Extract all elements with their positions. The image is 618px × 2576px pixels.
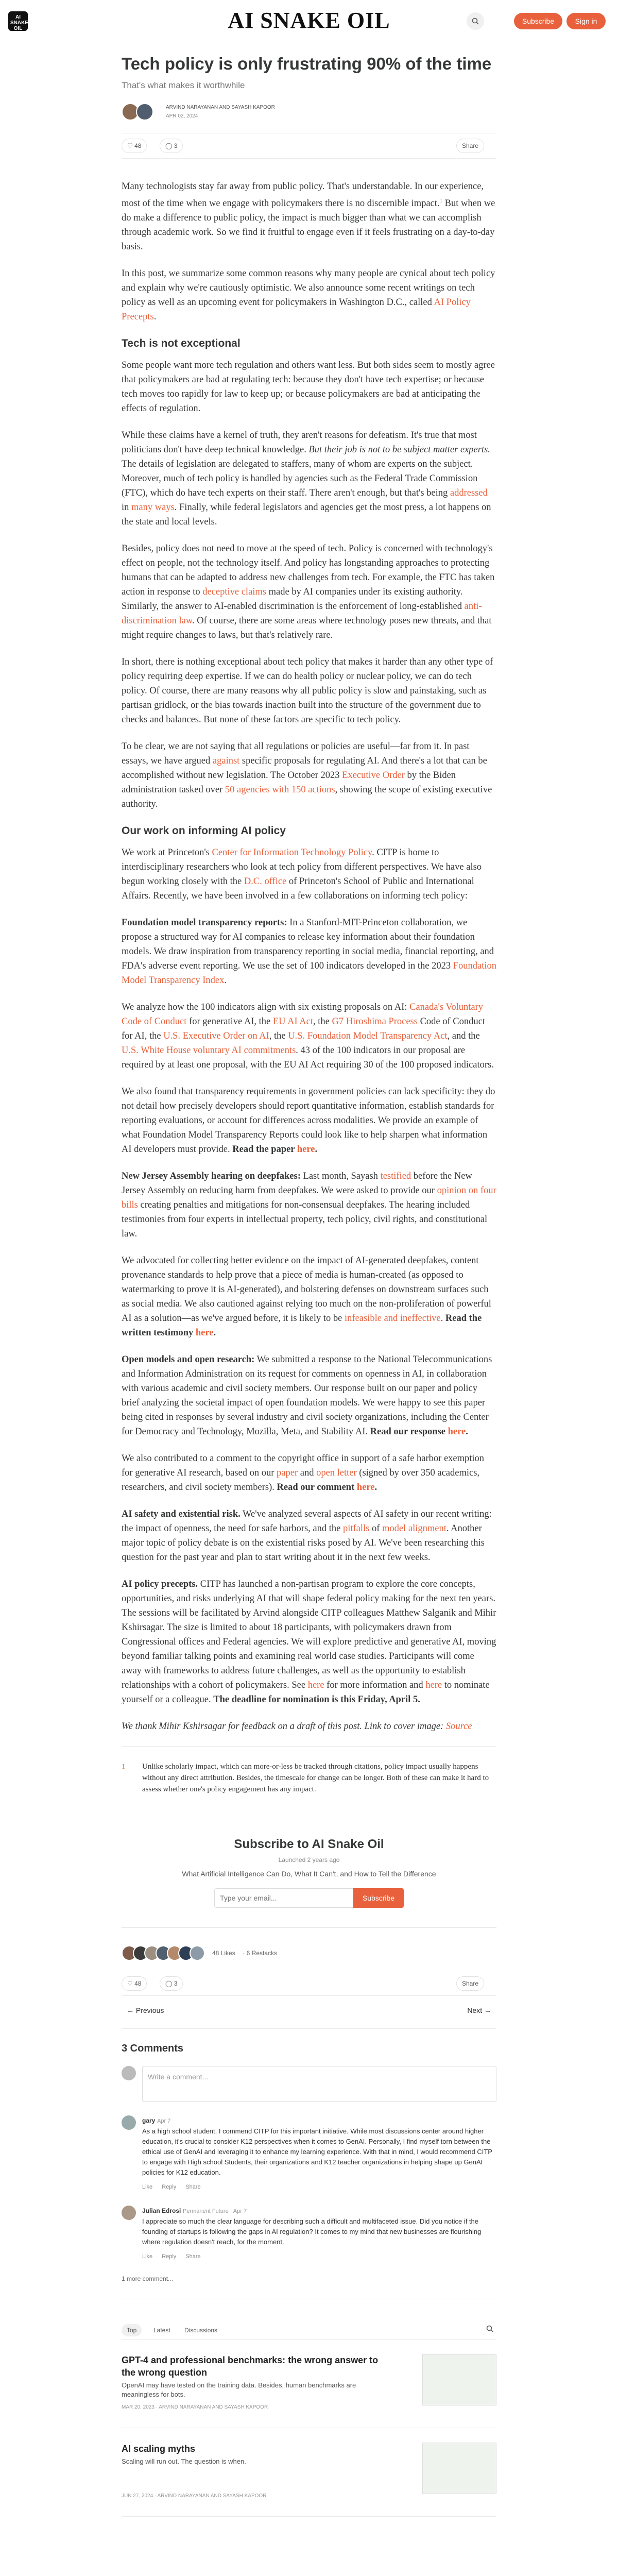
link-against[interactable]: against	[212, 756, 240, 767]
comment-date[interactable]: Permanent Future · Apr 7	[182, 2208, 247, 2215]
link-testimony-here[interactable]: here	[195, 1328, 214, 1338]
post-date: APR 02, 2024	[166, 113, 198, 119]
comment-like-button[interactable]: Like	[142, 2253, 153, 2260]
link-fm-transparency-act[interactable]: U.S. Foundation Model Transparency Act	[288, 1031, 448, 1042]
comment-share-button[interactable]: Share	[185, 2184, 201, 2191]
share-button[interactable]: Share	[456, 139, 484, 153]
link-infeasible[interactable]: infeasible and ineffective	[345, 1313, 441, 1324]
paragraph: New Jersey Assembly hearing on deepfakes: Last month, Sayash testified before the New Jersey Assembly on reducing harm from deepfakes. We were asked to provide our opinion on four bills creating penalties and mitigations for non-consensual deepfakes. The hearing included testimonies from four experts in intellectual property, tech policy, civil rights, and constitutional law.	[122, 1171, 496, 1240]
post-action-bar-bottom	[122, 1973, 496, 1996]
post-archive	[122, 2319, 496, 2517]
search-icon[interactable]	[486, 2325, 493, 2335]
new-comment	[122, 2066, 496, 2102]
comment-count: 3	[174, 142, 178, 149]
archive-post-date: MAR 20, 2023 · ARVIND NARAYANAN AND SAYASH KAPOOR	[122, 2404, 268, 2411]
comment	[122, 2206, 496, 2262]
subscribe-card	[122, 1821, 496, 1928]
sign-in-button[interactable]: Sign in	[566, 13, 606, 29]
link-deceptive-claims[interactable]: deceptive claims	[202, 587, 267, 598]
comment-share-button[interactable]: Share	[185, 2253, 201, 2260]
heart-icon: ♡	[127, 142, 135, 149]
logo-text: AI SNAKE OIL	[10, 14, 29, 31]
link-citp[interactable]: Center for Information Technology Policy	[212, 848, 372, 858]
post-authors[interactable]: ARVIND NARAYANAN AND SAYASH KAPOOR	[166, 105, 275, 110]
tab-top[interactable]: Top	[122, 2324, 142, 2336]
heart-icon: ♡	[127, 1980, 135, 1988]
link-canada-code[interactable]: Canada's Voluntary Code of Conduct	[122, 1002, 484, 1027]
footnote-ref[interactable]: 1	[439, 198, 443, 204]
site-header	[0, 0, 618, 42]
link-dc-office[interactable]: D.C. office	[244, 876, 287, 887]
restacks-count[interactable]: ∙ 6 Restacks	[243, 1950, 278, 1957]
paragraph: We work at Princeton's Center for Information Technology Policy. CITP is home to interdisciplinary researchers who look at tech policy from different perspectives. We have also begun working closely with the D.C. office of Princeton's School of Public and International Affairs. Recently, we have been involved in a few collaborations on informing tech policy:	[122, 848, 482, 902]
link-nominate[interactable]: here	[425, 1680, 442, 1691]
site-logo[interactable]	[8, 11, 28, 31]
paragraph: We thank Mihir Kshirsagar for feedback on a draft of this post. Link to cover image: Source	[122, 1721, 472, 1732]
previous-post-button[interactable]: ← Previous	[127, 2006, 164, 2015]
likes-row	[122, 1937, 496, 1973]
paragraph: In short, there is nothing exceptional about tech policy that makes it harder than any other type of policy requiring deep expertise. If we can do health policy or nuclear policy, we can do tech policy. Of course, there are many reasons why all public policy is slow and painstaking, such as partisan gridlock, or the bias towards inaction built into the structure of the government due to checks and balances. But none of these factors are specific to tech policy.	[122, 657, 493, 725]
likes-count[interactable]: 48 Likes	[212, 1950, 235, 1957]
link-fmti[interactable]: Foundation Model Transparency Index	[122, 961, 496, 986]
paragraph: We also found that transparency requirements in government policies can lack specificity: they do not detail how precisely developers should report quantitative information, establish standards for reporting evaluations, or account for differences across modalities. We provide an example of what Foundation Model Transparency Reports could look like to help sharpen what information AI developers must provide. Read the paper here.	[122, 1087, 495, 1155]
next-post-button[interactable]: Next →	[467, 2006, 491, 2015]
footnote-text: Unlike scholarly impact, which can more-or-less be tracked through citations, policy impact usually happens without any direct attribution. Besides, the timescale for change can be longer. Both of these can make it hard to assess whether one's policy engagement has any impact.	[142, 1762, 489, 1794]
paragraph: While these claims have a kernel of truth, they aren't reasons for defeatism. It's true that most politicians don't have deep technical knowledge. But their job is not to be subject matter experts. The details of legislation are delegated to staffers, many of whom are experts on the subject. Moreover, much of tech policy is handled by agencies such as the Federal Trade Commission (FTC), which do have tech experts on their staff. There aren't enough, but that's being addressed in many ways. Finally, while federal legislators and agencies get the most press, a lot happens on the state and local levels.	[122, 430, 491, 528]
author-avatar[interactable]	[136, 103, 153, 121]
post-navigation	[122, 1996, 496, 2029]
like-button[interactable]: ♡ 48	[122, 1976, 147, 1991]
more-comments-link[interactable]: 1 more comment...	[122, 2275, 496, 2298]
link-open-letter[interactable]: open letter	[316, 1468, 357, 1479]
comment-button[interactable]	[160, 139, 183, 153]
archive-tabs	[122, 2319, 496, 2340]
link-more-info[interactable]: here	[307, 1680, 324, 1691]
comment	[122, 2115, 496, 2192]
paragraph: AI safety and existential risk. We've analyzed several aspects of AI safety in our recent writing: the impact of openness, the need for safe harbors, and the pitfalls of model alignment. Another major topic of policy debate is on the existential risks posed by AI. We've been researching this question for the past year and plan to start writing about it in the next few weeks.	[122, 1509, 492, 1563]
link-comment-here[interactable]: here	[356, 1482, 375, 1493]
comment-icon: ◯	[165, 142, 174, 149]
launched-text: Launched 2 years ago	[278, 1856, 340, 1864]
comment-reply-button[interactable]: Reply	[162, 2184, 177, 2191]
paragraph: Some people want more tech regulation and others want less. But both sides seem to mostly agree that policymakers are bad at regulating tech: because they don't have tech expertise; or because tech moves too rapidly for law to keep up; or because policymakers are bad at anticipating the effects of regulation.	[122, 360, 495, 414]
archive-post-date: JUN 27, 2024 · ARVIND NARAYANAN AND SAYASH KAPOOR	[122, 2493, 267, 2499]
link-50-agencies[interactable]: 50 agencies with 150 actions	[225, 785, 335, 795]
section-heading: Tech is not exceptional	[122, 337, 241, 350]
arrow-left-icon: ←	[127, 2006, 136, 2015]
link-response-here[interactable]: here	[448, 1427, 466, 1437]
subscribe-description: What Artificial Intelligence Can Do, What It Can't, and How to Tell the Difference	[182, 1870, 436, 1878]
comments-section	[122, 2041, 496, 2298]
email-input[interactable]	[214, 1888, 353, 1908]
link-eu-ai-act[interactable]: EU AI Act	[272, 1016, 313, 1027]
footnote	[122, 1746, 496, 1795]
like-button[interactable]	[122, 139, 147, 153]
paragraph: To be clear, we are not saying that all regulations or policies are useful—far from it. In past essays, we have argued against specific proposals for regulating AI. And there's a lot that can be accomplished without new legislation. The October 2023 Executive Order by the Biden administration tasked over 50 agencies with 150 actions, showing the scope of existing executive authority.	[122, 741, 492, 810]
post-body	[122, 179, 496, 1734]
liker-avatar[interactable]	[190, 1945, 205, 1961]
archive-post-description: Scaling will run out. The question is when.	[122, 2458, 246, 2466]
archive-post-thumbnail[interactable]	[422, 2354, 496, 2405]
link-paper[interactable]: paper	[277, 1468, 298, 1479]
comment-date[interactable]: Apr 7	[157, 2118, 171, 2125]
link-ai-policy-precepts[interactable]: AI Policy Precepts	[122, 297, 471, 323]
comment-reply-button[interactable]: Reply	[162, 2253, 177, 2260]
comments-title: 3 Comments	[122, 2043, 184, 2055]
archive-post-description: OpenAI may have tested on the training data. Besides, human benchmarks are meaningless for bots.	[122, 2381, 356, 2399]
paragraph: We advocated for collecting better evidence on the impact of AI-generated deepfakes, content provenance standards to help prove that a piece of media is human-created (as opposed to watermarking to prove it is AI-generated), and bolstering defenses on downstream surfaces such as social media. We also cautioned against relying too much on the non-proliferation of powerful AI as a solution—as we've argued before, it is likely to be infeasible and ineffective. Read the written testimony here.	[122, 1256, 491, 1338]
link-source[interactable]: Source	[445, 1721, 472, 1732]
comment-button[interactable]: ◯ 3	[160, 1976, 183, 1991]
site-title[interactable]: AI SNAKE OIL	[228, 8, 390, 33]
header-subscribe-button[interactable]: Subscribe	[514, 13, 562, 29]
link-white-house-commitments[interactable]: U.S. White House voluntary AI commitments	[122, 1045, 296, 1056]
user-avatar	[122, 2066, 136, 2080]
comment-icon: ◯	[165, 1980, 174, 1988]
link-g7-hiroshima[interactable]: G7 Hiroshima Process	[332, 1016, 418, 1027]
paragraph: AI policy precepts. CITP has launched a non-partisan program to explore the core concepts, opportunities, and risks underlying AI that will shape federal policy making for the next ten years. The sessions will be facilitated by Arvind alongside CITP colleagues Matthew Salganik and Mihir Kshirsagar. The size is limited to about 18 participants, with policymakers drawn from Congressional offices and Federal agencies. We will explore predictive and generative AI, moving beyond familiar talking points and examining real world case studies. Participants will come away with frameworks to address future challenges, as well as the opportunity to establish relationships with a cohort of policymakers. See here for more information and here to nominate yourself or a colleague. The deadline for nomination is this Friday, April 5.	[122, 1579, 496, 1705]
post-title: Tech policy is only frustrating 90% of the time	[122, 54, 492, 73]
archive-post[interactable]	[122, 2436, 496, 2517]
byline	[122, 101, 496, 126]
share-button[interactable]: Share	[456, 1976, 484, 1991]
commenter-avatar[interactable]	[122, 2206, 136, 2220]
tab-latest[interactable]: Latest	[153, 2327, 170, 2334]
arrow-right-icon: →	[482, 2006, 491, 2015]
comment-text: I appreciate so much the clear language for describing such a difficult and multifaceted issue. Did you notice if the founding of startups is following the gaps in AI regulation? It comes to my mind that new businesses are flourishing where regulation doesn't reach, for the moment.	[142, 2217, 482, 2246]
subscribe-form	[214, 1888, 404, 1908]
link-pitfalls[interactable]: pitfalls	[342, 1523, 370, 1534]
search-button[interactable]	[467, 12, 484, 30]
paragraph: Open models and open research: We submitted a response to the National Telecommunications and Information Administration on its request for comments on openness in AI, in collaboration with various academic and civil society members. Our response built on our paper and policy brief analyzing the societal impact of open foundation models. We were happy to see this paper being cited in responses by several industry and civil society organizations, including the Center for Democracy and Technology, Mozilla, Meta, and Stability AI. Read our response here.	[122, 1354, 492, 1437]
paragraph: We also contributed to a comment to the copyright office in support of a safe harbor exemption for generative AI research, based on our paper and open letter (signed by over 350 academics, researchers, and civil society members). Read our comment here.	[122, 1453, 485, 1493]
paragraph: In this post, we summarize some common reasons why many people are cynical about tech policy and explain why we're cautiously optimistic. We also announce some recent writings on tech policy as well as an upcoming event for policymakers in Washington D.C., called AI Policy Precepts.	[122, 268, 495, 323]
search-icon	[472, 18, 479, 25]
paragraph: Besides, policy does not need to move at the speed of tech. Policy is concerned with technology's effect on people, not the technology itself. And policy has longstanding approaches to protecting humans that can be adapted to address new challenges from tech. For example, the FTC has taken action in response to deceptive claims made by AI companies under its existing authority. Similarly, the answer to AI-enabled discrimination is the enforcement of long-established anti-discrimination law. Of course, there are some areas where technology poses new threats, and that might require changes to laws, but that's relatively rare.	[122, 544, 495, 641]
paragraph: Many technologists stay far away from public policy. That's understandable. In our experience, most of the time when we engage with policymakers there is no discernible impact.$^1$ But when we do make a difference to public policy, the impact is much bigger than what we can accomplish through academic work. So we find it fruitful to engage even if it feels frustrating on a day-to-day basis.	[122, 181, 495, 252]
commenter-avatar[interactable]	[122, 2115, 136, 2130]
comment-text: As a high school student, I commend CITP for this important initiative. While most discussions center around higher education, it's crucial to consider K12 perspectives when it comes to GenAI. Personally, I find myself torn between the ethical use of GenAI and leveraging it to enhance my learning experience. With that in mind, I would recommend CITP to engage with High school Students, their organizations and K12 teacher organizations in helping shape up GenAI policies for K12 education.	[142, 2127, 492, 2177]
link-us-eo[interactable]: U.S. Executive Order on AI	[163, 1031, 269, 1042]
tab-discussions[interactable]: Discussions	[184, 2327, 218, 2334]
paragraph: We analyze how the 100 indicators align with six existing proposals on AI: Canada's Voluntary Code of Conduct for generative AI, the EU AI Act, the G7 Hiroshima Process Code of Conduct for AI, the U.S. Executive Order on AI, the U.S. Foundation Model Transparency Act, and the U.S. White House voluntary AI commitments. 43 of the 100 indicators in our proposal are required by at least one proposal, with the EU AI Act requiring 30 of the 100 proposed indicators.	[122, 1002, 494, 1071]
post-subtitle: That's what makes it worthwhile	[122, 80, 245, 90]
link-paper-here[interactable]: here	[297, 1144, 315, 1155]
footnote-number[interactable]: 1	[122, 1762, 126, 1771]
archive-post-thumbnail[interactable]	[422, 2443, 496, 2494]
section-heading: Our work on informing AI policy	[122, 825, 286, 837]
link-many-ways[interactable]: many ways	[131, 502, 175, 513]
comment-input[interactable]: Write a comment...	[142, 2066, 496, 2102]
commenter-name[interactable]: gary	[142, 2117, 156, 2125]
comment-like-button[interactable]: Like	[142, 2184, 153, 2191]
subscribe-button[interactable]: Subscribe	[353, 1888, 404, 1908]
paragraph: Foundation model transparency reports: In a Stanford-MIT-Princeton collaboration, we propose a structured way for AI companies to release key information about their foundation models. We draw inspiration from transparency reporting in social media, financial reporting, and FDA's adverse event reporting. We use the set of 100 indicators developed in the 2023 Foundation Model Transparency Index.	[122, 918, 496, 986]
link-model-alignment[interactable]: model alignment	[382, 1523, 447, 1534]
link-four-bills[interactable]: opinion on four bills	[122, 1185, 496, 1211]
article	[122, 54, 496, 2517]
archive-post-title[interactable]: AI scaling myths	[122, 2444, 196, 2454]
like-count: 48	[134, 142, 142, 149]
link-testified[interactable]: testified	[380, 1171, 411, 1182]
subscribe-title: Subscribe to AI Snake Oil	[234, 1837, 384, 1852]
link-anti-discrimination-law[interactable]: anti-discrimination law	[122, 601, 482, 626]
post-action-bar	[122, 133, 496, 159]
commenter-name[interactable]: Julian Edrosi	[142, 2207, 181, 2215]
link-executive-order[interactable]: Executive Order	[342, 770, 405, 781]
link-addressed[interactable]: addressed	[450, 488, 488, 499]
archive-post-title[interactable]: GPT-4 and professional benchmarks: the wrong answer to the wrong question	[122, 2355, 379, 2378]
archive-post[interactable]	[122, 2348, 496, 2428]
